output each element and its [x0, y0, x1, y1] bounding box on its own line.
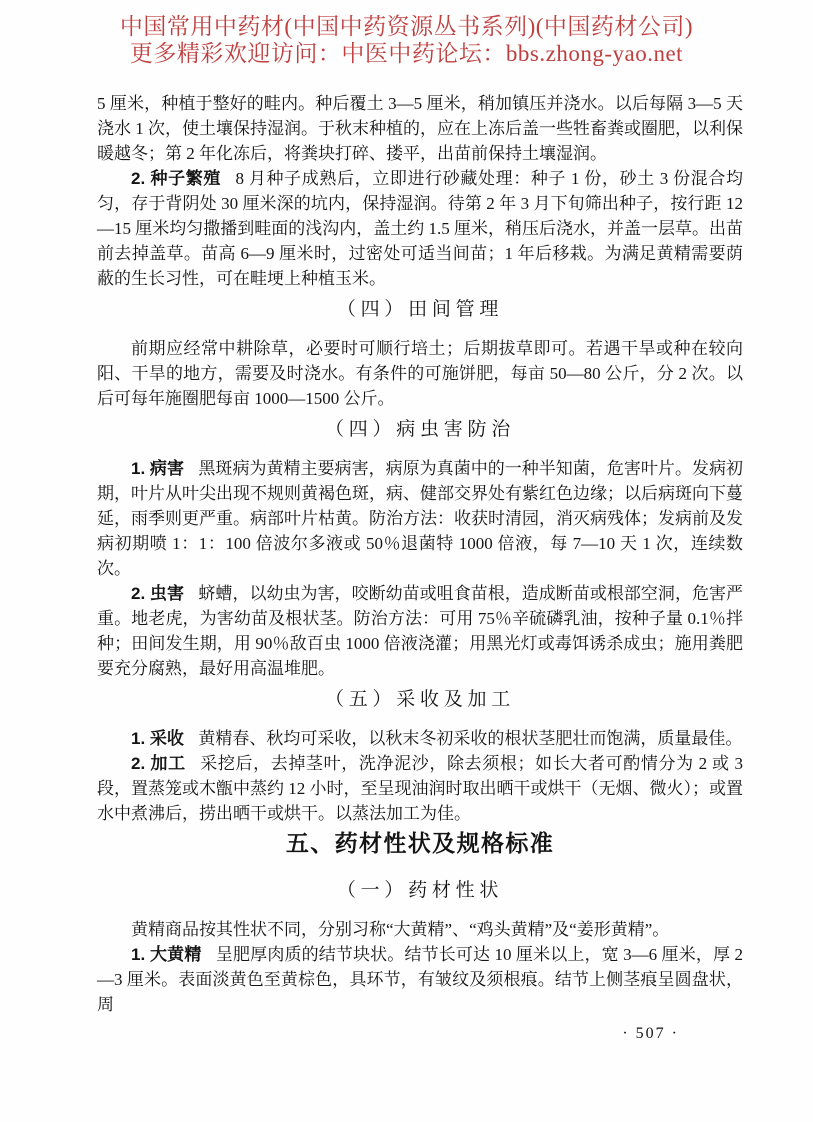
paragraph-harvest [97, 726, 743, 751]
processing-text: 采挖后，去掉茎叶，洗净泥沙，除去须根；如长大者可酌情分为 2 或 3 段，置蒸笼或木甑中蒸约 12 小时，至呈现油润时取出晒干或烘干（无烟、微火）；或置水中煮沸后，捞出晒干或烘干。以蒸法加工为佳。 [97, 754, 743, 823]
heading-pest-control: （四）病虫害防治 [324, 419, 515, 440]
paragraph-processing [97, 751, 743, 826]
dahuangjing-text: 呈肥厚肉质的结节块状。结节长可达 10 厘米以上，宽 3—6 厘米，厚 2—3 厘米。表面淡黄色至黄棕色，具环节，有皱纹及须根痕。结节上侧茎痕呈圆盘状，周 [97, 945, 744, 1014]
header-line-1: 中国常用中药材(中国中药资源丛书系列)(中国药材公司) [119, 14, 694, 39]
paragraph-disease [97, 456, 743, 581]
disease-text: 黑斑病为黄精主要病害，病原为真菌中的一种半知菌，危害叶片。发病初期，叶片从叶尖出现不规则黄褐色斑，病、健部交界处有紫红色边缘；以后病斑向下蔓延，雨季则更严重。病部叶片枯黄。防治方法：收获时清园，消灭病残体；发病前及发病初期喷 1：1：100 倍波尔多液或 50％退菌特 1000 倍液，每 7—10 天 1 次，连续数次。 [97, 459, 744, 578]
watermark-header [0, 0, 813, 67]
seed-propagation-text: 8 月种子成熟后，立即进行砂藏处理：种子 1 份，砂土 3 份混合均匀，存于背阴处 30 厘米深的坑内，保持湿润。待第 2 年 3 月下旬筛出种子，按行距 12—15 厘米均匀撒播到畦面的浅沟内，盖土约 1.5 厘米，稍压后浇水，并盖一层草。出苗前去掉盖草。苗高 6—9 厘米时，过密处可适当间苗；1 年后移栽。为满足黄精需要荫蔽的生长习性，可在畦埂上种植玉米。 [97, 169, 743, 288]
insect-pest-text: 蛴螬，以幼虫为害，咬断幼苗或咀食苗根，造成断苗或根部空洞，危害严重。地老虎，为害幼苗及根状茎。防治方法：可用 75％辛硫磷乳油，按种子量 0.1％拌种；田间发生期，用 90％敌百虫 1000 倍液浇灌；用黑光灯或毒饵诱杀成虫；施用粪肥要充分腐熟，最好用高温堆肥。 [97, 584, 744, 678]
harvest-text: 黄精春、秋均可采收，以秋末冬初采收的根状茎肥壮而饱满，质量最佳。 [198, 729, 743, 748]
paragraph-seed-propagation [97, 166, 743, 291]
paragraph-planting-continued: 5 厘米，种植于整好的畦内。种后覆土 3—5 厘米，稍加镇压并浇水。以后每隔 3—5 天浇水 1 次，使土壤保持湿润。于秋末种植的，应在上冻后盖一些牲畜粪或圈肥，以利保暖越冬；第 2 年化冻后，将粪块打碎、搂平，出苗前保持土壤湿润。 [97, 94, 743, 163]
page-number: · 507 · [622, 1025, 679, 1042]
disease-label: 1. 病害 [131, 459, 184, 478]
heading-material-characters: （一）药材性状 [336, 880, 504, 901]
paragraph-dahuangjing [97, 942, 743, 1017]
seed-propagation-label: 2. 种子繁殖 [131, 169, 222, 188]
insect-pest-label: 2. 虫害 [131, 584, 184, 603]
heading-field-management: （四）田间管理 [336, 299, 504, 320]
dahuangjing-label: 1. 大黄精 [131, 945, 202, 964]
page-content [97, 91, 743, 1043]
paragraph-field-management: 前期应经常中耕除草，必要时可顺行培土；后期拔草即可。若遇干旱或种在较向阳、干旱的地方，需要及时浇水。有条件的可施饼肥，每亩 50—80 公斤，分 2 次。以后可每年施圈肥每亩 1000—1500 公斤。 [97, 339, 743, 408]
harvest-label: 1. 采收 [131, 729, 184, 748]
heading-chapter-five: 五、药材性状及规格标准 [285, 830, 555, 856]
paragraph-commodity-intro: 黄精商品按其性状不同，分别习称“大黄精”、“鸡头黄精”及“姜形黄精”。 [131, 920, 670, 939]
paragraph-insect-pest [97, 581, 743, 681]
processing-label: 2. 加工 [131, 754, 186, 773]
header-line-2: 更多精彩欢迎访问：中医中药论坛：bbs.zhong-yao.net [129, 41, 684, 66]
heading-harvest-processing: （五）采收及加工 [324, 689, 515, 710]
